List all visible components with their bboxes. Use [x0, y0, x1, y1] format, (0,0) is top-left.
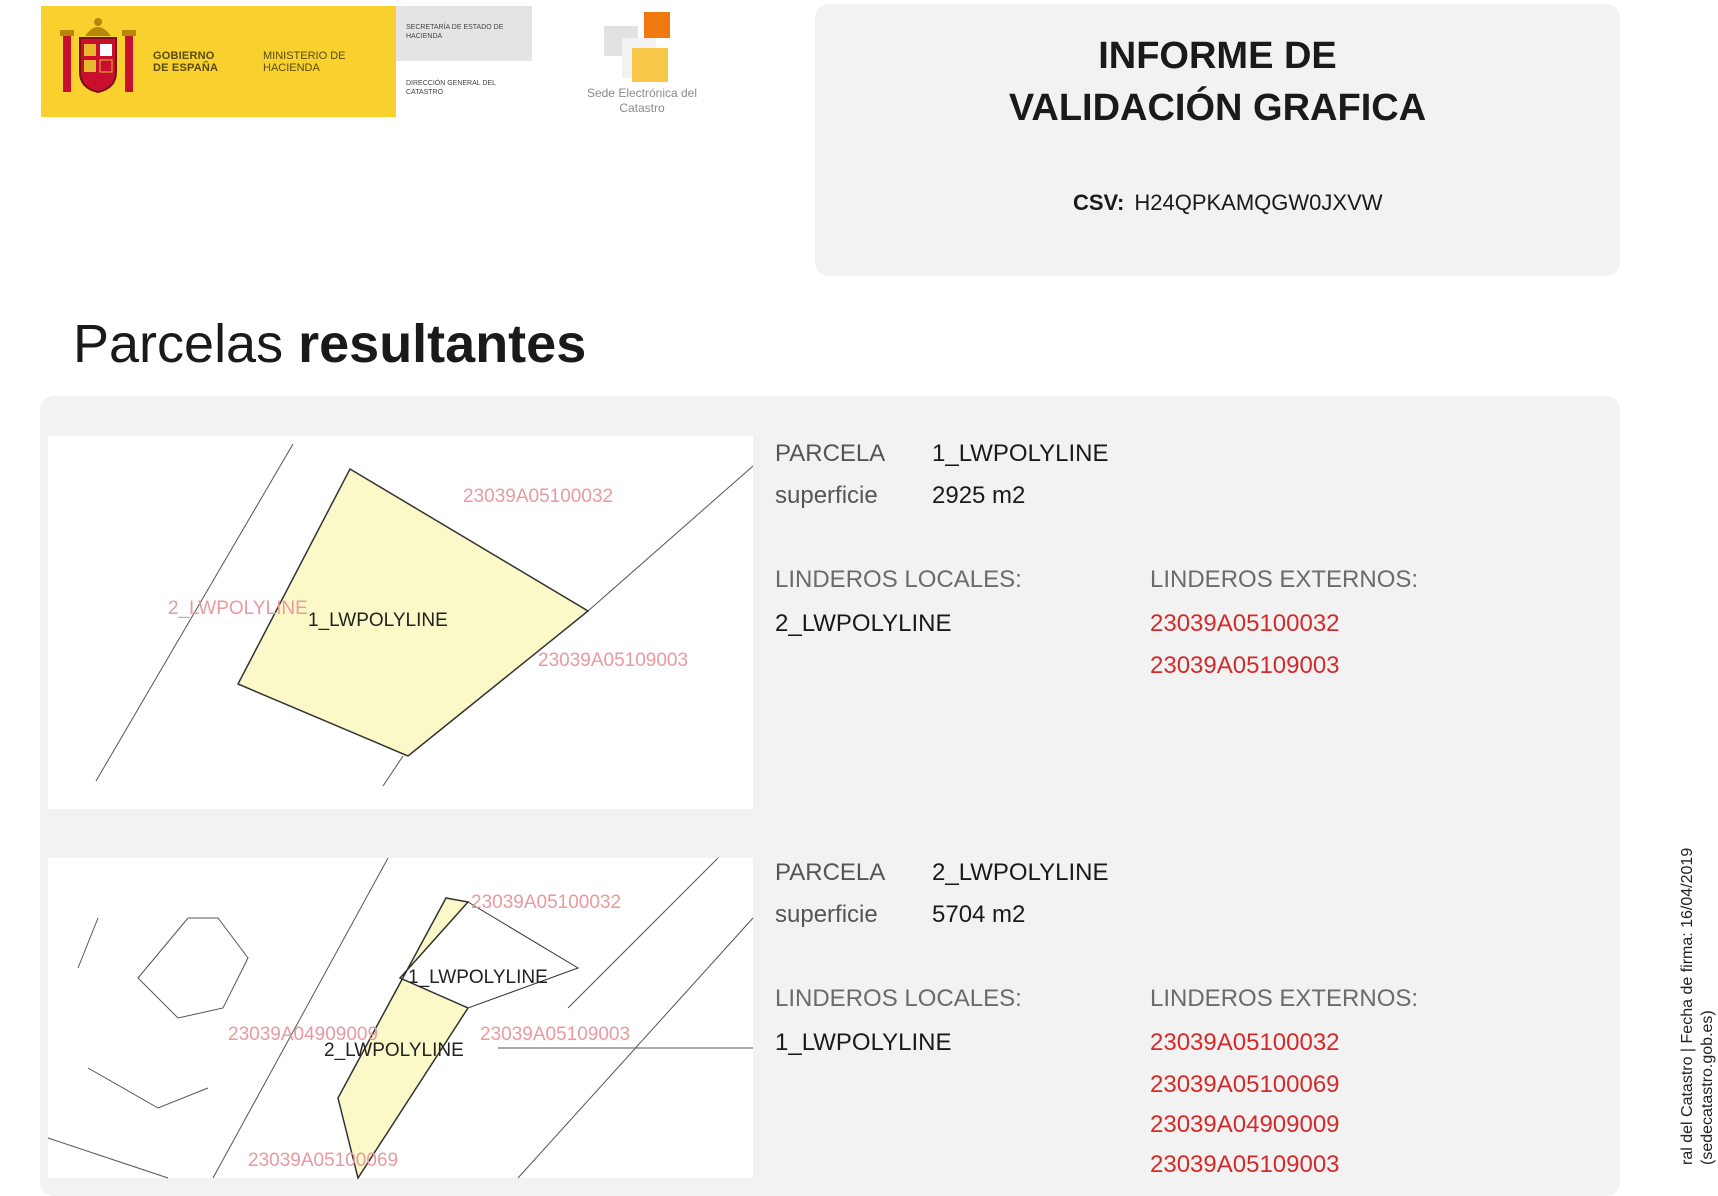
superficie-label: superficie [775, 482, 878, 509]
gov-side-block [396, 6, 532, 117]
parcel-2-map-label-left: 23039A04909009 [228, 1024, 379, 1045]
side-note-line1: ral del Catastro | Fecha de firma: 16/04/2019 [1679, 847, 1696, 1165]
lindero-externo-item: 23039A05109003 [1150, 652, 1340, 679]
lindero-externo-item: 23039A05100069 [1150, 1071, 1340, 1098]
parcela-value: 1_LWPOLYLINE [932, 440, 1109, 467]
parcel-2-map-drawing [48, 858, 753, 1178]
superficie-value: 5704 m2 [932, 901, 1026, 928]
csv-label: CSV: [1073, 190, 1125, 215]
parcel-1-map-label-left: 2_LWPOLYLINE [168, 598, 308, 619]
lindero-externo-item: 23039A05109003 [1150, 1151, 1340, 1178]
parcel-2-map-label-bottom: 23039A05100069 [248, 1150, 399, 1171]
parcel-2-map-label-top: 23039A05100032 [471, 892, 622, 913]
parcel-2-map-label-center: 2_LWPOLYLINE [324, 1040, 464, 1061]
parcela-label: PARCELA [775, 440, 886, 467]
linderos-externos-header: LINDEROS EXTERNOS: [1150, 985, 1419, 1012]
linderos-locales-header: LINDEROS LOCALES: [775, 985, 1022, 1012]
informe-box [815, 4, 1620, 276]
section-title [73, 312, 586, 376]
parcel-1-map [48, 436, 753, 809]
lindero-local-item: 1_LWPOLYLINE [775, 1029, 952, 1056]
lindero-externo-item: 23039A04909009 [1150, 1111, 1340, 1138]
lindero-externo-item: 23039A05100032 [1150, 1029, 1340, 1056]
parcel-2-map-label-right: 23039A05109003 [480, 1024, 631, 1045]
parcel-1-map-label-center: 1_LWPOLYLINE [308, 610, 448, 631]
parcela-label: PARCELA [775, 859, 886, 886]
parcel-1-map-label-top-right: 23039A05100032 [463, 486, 614, 507]
lindero-local-item: 2_LWPOLYLINE [775, 610, 952, 637]
side-note-line2: (sedecatastro.gob.es) [1699, 1010, 1716, 1165]
csv-code [1073, 190, 1383, 216]
linderos-locales-header: LINDEROS LOCALES: [775, 566, 1022, 593]
ministerio-text: MINISTERIO DE HACIENDA [263, 50, 346, 74]
secretaria-text: SECRETARÍA DE ESTADO DE HACIENDA [396, 6, 532, 61]
csv-value: H24QPKAMQGW0JXVW [1134, 190, 1383, 215]
gobierno-espana-logo [41, 6, 396, 117]
gobierno-text: GOBIERNO DE ESPAÑA [153, 50, 219, 74]
coat-of-arms-icon [55, 16, 141, 106]
section-title-regular: Parcelas [73, 314, 284, 374]
signature-side-note [1678, 848, 1718, 1165]
direccion-text: DIRECCIÓN GENERAL DEL CATASTRO [396, 62, 532, 117]
informe-title [815, 30, 1620, 134]
sede-mark-icon [600, 8, 680, 84]
superficie-value: 2925 m2 [932, 482, 1026, 509]
parcel-1-map-drawing [48, 436, 753, 809]
parcel-2-map-label-neighbor: 1_LWPOLYLINE [408, 967, 548, 988]
informe-title-line1: INFORME DE [1098, 35, 1337, 77]
sede-catastro-logo [572, 6, 712, 124]
parcel-2-map [48, 858, 753, 1178]
lindero-externo-item: 23039A05100032 [1150, 610, 1340, 637]
parcel-1-map-label-bottom-right: 23039A05109003 [538, 650, 689, 671]
informe-title-line2: VALIDACIÓN GRAFICA [1008, 87, 1427, 129]
section-title-bold: resultantes [298, 314, 587, 374]
linderos-externos-header: LINDEROS EXTERNOS: [1150, 566, 1419, 593]
sede-text: Sede Electrónica del Catastro [586, 86, 698, 115]
parcela-value: 2_LWPOLYLINE [932, 859, 1109, 886]
superficie-label: superficie [775, 901, 878, 928]
